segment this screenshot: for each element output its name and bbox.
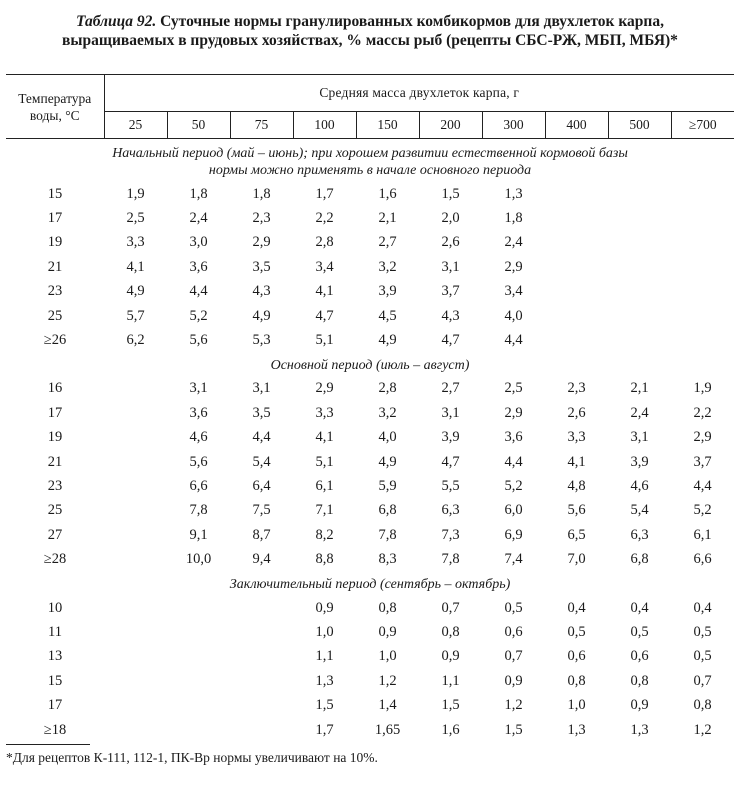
norm-value-cell: 0,6 [567,648,586,665]
norm-value-cell: 3,7 [441,283,460,300]
norm-value-cell [230,669,293,693]
norm-value-cell [608,231,671,255]
norm-value-cell [104,596,167,620]
norm-value-cell: 0,8 [630,672,649,689]
norm-value-cell: 4,3 [441,307,460,324]
table-row [6,693,734,717]
norm-value-cell: 4,7 [441,453,460,470]
norm-value-cell: 4,0 [504,307,523,324]
norm-value-cell [167,669,230,693]
table-row [6,255,734,279]
temperature-cell: 23 [47,477,63,494]
mass-header-cell: 75 [230,112,293,139]
norm-value-cell: 4,9 [126,283,145,300]
norm-value-cell: 0,7 [693,672,712,689]
norm-value-cell [608,280,671,304]
norm-value-cell: 4,1 [126,258,145,275]
table-row [6,401,734,425]
norm-value-cell: 1,5 [441,697,460,714]
period-header-row [6,353,734,377]
norm-value-cell [104,474,167,498]
norm-value-cell: 3,2 [378,404,397,421]
temperature-cell: 15 [47,672,63,689]
table-body [6,139,734,743]
norm-value-cell: 1,3 [630,721,649,738]
norm-value-cell: 8,3 [378,551,397,568]
temperature-cell: 11 [48,623,62,640]
norm-value-cell: 3,6 [504,429,523,446]
period-title-line-1: Заключительный период (сентябрь – октябрь) [229,576,511,592]
norm-value-cell: 1,65 [374,721,401,738]
caption-line-1 [0,12,740,31]
norm-value-cell: 2,8 [315,234,334,251]
norm-value-cell: 5,1 [315,453,334,470]
table-row [6,450,734,474]
temperature-cell: 19 [47,429,63,446]
norm-value-cell [230,596,293,620]
norm-value-cell: 0,5 [693,623,712,640]
norm-value-cell [671,328,734,352]
norm-value-cell [608,304,671,328]
table-row [6,474,734,498]
mass-header-cell: 25 [104,112,167,139]
temperature-cell: 27 [47,526,63,543]
norm-value-cell [545,328,608,352]
temperature-cell: 21 [47,453,63,470]
norm-value-cell: 1,5 [441,185,460,202]
norm-value-cell: 4,4 [504,332,523,349]
norm-value-cell [545,304,608,328]
norm-value-cell [104,547,167,571]
norm-value-cell: 2,1 [630,380,649,397]
table-row [6,206,734,230]
norm-value-cell: 2,9 [504,404,523,421]
norm-value-cell: 6,3 [441,502,460,519]
norm-value-cell: 0,9 [504,672,523,689]
norm-value-cell: 1,2 [378,672,397,689]
norm-value-cell: 3,1 [252,380,271,397]
norm-value-cell: 0,5 [693,648,712,665]
norm-value-cell: 3,6 [189,258,208,275]
norm-value-cell [104,450,167,474]
norm-value-cell [545,206,608,230]
norm-value-cell: 2,9 [252,234,271,251]
norm-value-cell: 0,7 [441,599,460,616]
norm-value-cell [104,499,167,523]
temperature-cell: 15 [47,185,63,202]
norm-value-cell: 6,9 [504,526,523,543]
norm-value-cell: 3,0 [189,234,208,251]
temperature-header [6,75,104,139]
norm-value-cell [104,669,167,693]
norm-value-cell: 7,1 [315,502,334,519]
norm-value-cell [671,182,734,206]
mass-header-cell: 400 [545,112,608,139]
norm-value-cell: 4,9 [378,332,397,349]
norm-value-cell [104,523,167,547]
norm-value-cell: 0,9 [441,648,460,665]
norm-value-cell: 6,3 [630,526,649,543]
norm-value-cell [167,718,230,742]
norm-value-cell [104,693,167,717]
norm-value-cell: 0,9 [630,697,649,714]
norm-value-cell [608,182,671,206]
norm-value-cell: 2,4 [504,234,523,251]
norm-value-cell [104,620,167,644]
norm-value-cell: 1,1 [441,672,460,689]
norm-value-cell: 7,8 [189,502,208,519]
norm-value-cell: 4,4 [693,477,712,494]
period-header-row [6,572,734,596]
norm-value-cell: 4,9 [252,307,271,324]
norm-value-cell: 3,6 [189,404,208,421]
norm-value-cell: 6,6 [189,477,208,494]
table-row [6,596,734,620]
norm-value-cell: 9,1 [189,526,208,543]
norm-value-cell: 6,1 [315,477,334,494]
norm-value-cell: 2,7 [441,380,460,397]
norm-value-cell [167,620,230,644]
table-row [6,669,734,693]
norm-value-cell: 1,5 [315,697,334,714]
norm-value-cell: 5,1 [315,332,334,349]
norm-value-cell: 4,8 [567,477,586,494]
norm-value-cell: 4,3 [252,283,271,300]
norm-value-cell: 5,6 [189,453,208,470]
norm-value-cell: 6,8 [378,502,397,519]
norm-value-cell: 1,4 [378,697,397,714]
norm-value-cell: 2,4 [630,404,649,421]
norm-value-cell [167,596,230,620]
norm-value-cell: 5,4 [252,453,271,470]
norm-value-cell: 1,1 [315,648,334,665]
table-row [6,182,734,206]
norm-value-cell: 1,3 [504,185,523,202]
norm-value-cell: 0,8 [378,599,397,616]
norm-value-cell: 6,0 [504,502,523,519]
norm-value-cell [671,304,734,328]
norm-value-cell: 4,4 [189,283,208,300]
temperature-cell: 21 [47,258,63,275]
norm-value-cell: 5,9 [378,477,397,494]
period-title [6,139,734,183]
norm-value-cell: 5,5 [441,477,460,494]
norm-value-cell: 1,9 [126,185,145,202]
temperature-cell: 25 [47,502,63,519]
norm-value-cell: 5,6 [567,502,586,519]
norm-value-cell: 7,5 [252,502,271,519]
norm-value-cell: 6,6 [693,551,712,568]
norm-value-cell: 3,4 [315,258,334,275]
norm-value-cell: 2,5 [126,210,145,227]
norm-value-cell: 4,4 [504,453,523,470]
norm-value-cell: 8,8 [315,551,334,568]
norm-value-cell: 2,4 [189,210,208,227]
table-row [6,280,734,304]
norm-value-cell: 2,2 [693,404,712,421]
norm-value-cell: 3,2 [378,258,397,275]
period-title [6,572,734,596]
norm-value-cell: 0,5 [630,623,649,640]
norm-value-cell: 0,8 [567,672,586,689]
table-row [6,499,734,523]
mass-values-row [6,112,734,139]
norm-value-cell: 8,7 [252,526,271,543]
table-row [6,645,734,669]
temperature-cell: 17 [47,210,63,227]
norm-value-cell: 1,6 [378,185,397,202]
norm-value-cell [104,401,167,425]
mass-header-cell: 300 [482,112,545,139]
norm-value-cell: 2,7 [378,234,397,251]
table-row [6,523,734,547]
norm-value-cell [545,255,608,279]
norm-value-cell: 4,6 [630,477,649,494]
norm-value-cell: 9,4 [252,551,271,568]
norm-value-cell [230,620,293,644]
norm-value-cell: 5,2 [693,502,712,519]
norm-value-cell [230,645,293,669]
table-row [6,304,734,328]
norm-value-cell: 4,1 [567,453,586,470]
norm-value-cell: 2,9 [504,258,523,275]
temperature-cell: 19 [47,234,63,251]
norm-value-cell: 2,3 [567,380,586,397]
norm-value-cell: 2,8 [378,380,397,397]
temperature-cell: 10 [47,599,63,616]
table-row [6,377,734,401]
norm-value-cell: 0,4 [693,599,712,616]
norm-value-cell: 3,1 [441,258,460,275]
norm-value-cell: 5,4 [630,502,649,519]
norm-value-cell: 10,0 [185,551,212,568]
norm-value-cell: 7,8 [441,551,460,568]
norm-value-cell [545,231,608,255]
norm-value-cell: 7,0 [567,551,586,568]
norm-value-cell [608,328,671,352]
mass-header-cell: 500 [608,112,671,139]
feed-norms-table [6,74,734,742]
norm-value-cell: 5,2 [504,477,523,494]
norm-value-cell: 3,3 [315,404,334,421]
norm-value-cell: 7,8 [378,526,397,543]
table-row [6,231,734,255]
norm-value-cell: 7,4 [504,551,523,568]
norm-value-cell: 3,9 [441,429,460,446]
norm-value-cell: 0,8 [693,697,712,714]
period-title-line-1: Начальный период (май – июнь); при хорошем развитии естественной кормовой базы [112,146,628,161]
norm-value-cell: 1,0 [315,623,334,640]
norm-value-cell: 1,7 [315,721,334,738]
norm-value-cell [671,280,734,304]
temperature-cell: ≥26 [43,332,67,349]
norm-value-cell: 2,3 [252,210,271,227]
norm-value-cell: 3,1 [189,380,208,397]
norm-value-cell: 6,8 [630,551,649,568]
mass-header-cell: 150 [356,112,419,139]
norm-value-cell: 3,3 [567,429,586,446]
norm-value-cell [230,718,293,742]
norm-value-cell: 3,5 [252,258,271,275]
norm-value-cell: 2,6 [441,234,460,251]
temperature-cell: 17 [47,697,63,714]
norm-value-cell: 0,9 [315,599,334,616]
norm-value-cell: 2,5 [504,380,523,397]
norm-value-cell: 5,6 [189,332,208,349]
temperature-header-line-2: воды, °С [29,107,80,123]
norm-value-cell: 2,0 [441,210,460,227]
norm-value-cell: 1,3 [315,672,334,689]
norm-value-cell [671,206,734,230]
table-row [6,328,734,352]
norm-value-cell: 0,7 [504,648,523,665]
norm-value-cell: 1,8 [252,185,271,202]
norm-value-cell: 1,2 [693,721,712,738]
table-row [6,426,734,450]
table-label: Таблица 92. [76,13,157,30]
norm-value-cell: 1,6 [441,721,460,738]
mass-header-cell: ≥700 [671,112,734,139]
norm-value-cell: 0,8 [441,623,460,640]
norm-value-cell: 4,4 [252,429,271,446]
norm-value-cell: 4,7 [441,332,460,349]
norm-value-cell: 2,1 [378,210,397,227]
caption-text-1: Суточные нормы гранулированных комбикормов для двухлеток карпа, [160,13,664,30]
mass-header-cell: 50 [167,112,230,139]
norm-value-cell: 1,9 [693,380,712,397]
period-title [6,353,734,377]
norm-value-cell: 0,6 [630,648,649,665]
mass-header-cell: 200 [419,112,482,139]
table-row [6,718,734,742]
norm-value-cell: 1,2 [504,697,523,714]
norm-value-cell: 6,1 [693,526,712,543]
norm-value-cell: 3,9 [630,453,649,470]
norm-value-cell: 0,9 [378,623,397,640]
period-title-line-2: нормы можно применять в начале основного периода [208,163,532,178]
norm-value-cell [671,231,734,255]
norm-value-cell: 1,0 [567,697,586,714]
norm-value-cell [104,377,167,401]
norm-value-cell: 2,9 [693,429,712,446]
temperature-cell: 13 [47,648,63,665]
temperature-cell: 17 [47,404,63,421]
norm-value-cell: 4,1 [315,429,334,446]
norm-value-cell [608,206,671,230]
norm-value-cell: 2,9 [315,380,334,397]
norm-value-cell: 0,5 [567,623,586,640]
norm-value-cell [167,693,230,717]
norm-value-cell: 1,5 [504,721,523,738]
norm-value-cell: 3,4 [504,283,523,300]
norm-value-cell: 4,7 [315,307,334,324]
mass-header-cell: 100 [293,112,356,139]
table-row [6,547,734,571]
norm-value-cell: 1,7 [315,185,334,202]
norm-value-cell [671,255,734,279]
footnote-divider [6,744,90,745]
norm-value-cell [104,426,167,450]
temperature-cell: 23 [47,283,63,300]
caption-line-2: выращиваемых в прудовых хозяйствах, % массы рыб (рецепты СБС-РЖ, МБП, МБЯ)* [62,32,678,49]
norm-value-cell: 5,7 [126,307,145,324]
norm-value-cell: 0,4 [630,599,649,616]
norm-value-cell: 0,4 [567,599,586,616]
norm-value-cell: 2,2 [315,210,334,227]
temperature-header-line-1: Температура [18,90,92,106]
norm-value-cell: 7,3 [441,526,460,543]
norm-value-cell: 5,3 [252,332,271,349]
norm-value-cell [230,693,293,717]
norm-value-cell: 4,9 [378,453,397,470]
mass-header: Средняя масса двухлеток карпа, г [104,75,734,112]
norm-value-cell: 0,5 [504,599,523,616]
norm-value-cell [104,645,167,669]
norm-value-cell: 0,6 [504,623,523,640]
norm-value-cell: 5,2 [189,307,208,324]
norm-value-cell [608,255,671,279]
norm-value-cell [545,182,608,206]
norm-value-cell: 3,5 [252,404,271,421]
temperature-cell: ≥28 [43,551,67,568]
norm-value-cell: 3,3 [126,234,145,251]
norm-value-cell: 6,2 [126,332,145,349]
norm-value-cell: 8,2 [315,526,334,543]
norm-value-cell: 1,3 [567,721,586,738]
temperature-cell: ≥18 [43,721,67,738]
norm-value-cell: 6,4 [252,477,271,494]
table-row [6,620,734,644]
norm-value-cell: 6,5 [567,526,586,543]
period-header-row [6,139,734,183]
temperature-cell: 25 [47,307,63,324]
norm-value-cell [545,280,608,304]
norm-value-cell: 3,7 [693,453,712,470]
norm-value-cell: 4,0 [378,429,397,446]
norm-value-cell: 3,1 [630,429,649,446]
norm-value-cell: 3,9 [378,283,397,300]
footnote: *Для рецептов К-111, 112-1, ПК-Вр нормы увеличивают на 10%. [6,750,378,765]
norm-value-cell: 4,6 [189,429,208,446]
norm-value-cell: 2,6 [567,404,586,421]
norm-value-cell: 1,0 [378,648,397,665]
norm-value-cell [167,645,230,669]
norm-value-cell [104,718,167,742]
norm-value-cell: 4,1 [315,283,334,300]
norm-value-cell: 3,1 [441,404,460,421]
temperature-cell: 16 [47,380,63,397]
norm-value-cell: 1,8 [504,210,523,227]
table-caption [0,12,740,50]
norm-value-cell: 4,5 [378,307,397,324]
norm-value-cell: 1,8 [189,185,208,202]
period-title-line-1: Основной период (июль – август) [270,357,470,373]
